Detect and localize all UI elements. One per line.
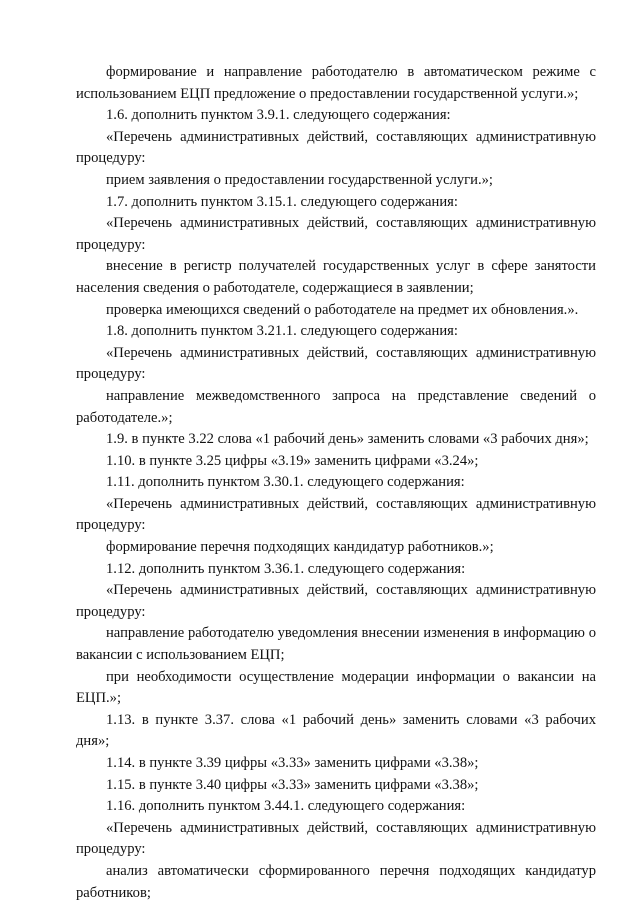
paragraph: проверка имеющихся сведений о работодателе на предмет их обновления.». bbox=[106, 301, 579, 318]
paragraph: 1.14. в пункте 3.39 цифры «3.33» заменить цифрами «3.38»; bbox=[106, 755, 479, 771]
paragraph: «Перечень административных действий, составляющих административную процедуру: bbox=[76, 344, 596, 383]
paragraph: «Перечень административных действий, составляющих административную процедуру: bbox=[76, 128, 596, 167]
paragraph: 1.8. дополнить пунктом 3.21.1. следующего содержания: bbox=[106, 323, 458, 340]
paragraph: 1.9. в пункте 3.22 слова «1 рабочий день» заменить словами «3 рабочих дня»; bbox=[106, 431, 589, 448]
paragraph: 1.15. в пункте 3.40 цифры «3.33» заменить цифрами «3.38»; bbox=[106, 776, 479, 793]
paragraph: 1.7. дополнить пунктом 3.15.1. следующего содержания: bbox=[106, 193, 458, 210]
paragraph: прием заявления о предоставлении государственной услуги.»; bbox=[106, 171, 493, 188]
paragraph: направление межведомственного запроса на представление сведений о работодателе.»; bbox=[76, 387, 596, 426]
paragraph: 1.10. в пункте 3.25 цифры «3.19» заменить цифрами «3.24»; bbox=[106, 452, 479, 469]
paragraph: 1.12. дополнить пунктом 3.36.1. следующего содержания: bbox=[106, 560, 466, 577]
paragraph: 1.6. дополнить пунктом 3.9.1. следующего содержания: bbox=[106, 107, 451, 124]
paragraph: 1.16. дополнить пунктом 3.44.1. следующего содержания: bbox=[106, 798, 466, 815]
paragraph: 1.11. дополнить пунктом 3.30.1. следующего содержания: bbox=[106, 474, 465, 491]
paragraph: «Перечень административных действий, составляющих административную процедуру: bbox=[76, 582, 596, 620]
paragraph: 1.13. в пункте 3.37. слова «1 рабочий день» заменить словами «3 рабочих дня»; bbox=[76, 711, 596, 750]
paragraph: направление работодателю уведомления внесении изменения в информацию о вакансии с использованием ЕЦП; bbox=[76, 625, 596, 664]
paragraph: при необходимости осуществление модерации информации о вакансии на ЕЦП.»; bbox=[76, 668, 596, 707]
paragraph: формирование перечня подходящих кандидатур работников.»; bbox=[106, 539, 494, 556]
paragraph: «Перечень административных действий, составляющих административную процедуру: bbox=[76, 215, 596, 253]
paragraph: анализ автоматически сформированного перечня подходящих кандидатур работников; bbox=[76, 862, 596, 901]
paragraph: внесение в регистр получателей государственных услуг в сфере занятости населения сведения о работодателе, содержащиеся в заявлении; bbox=[76, 258, 596, 296]
paragraph: «Перечень административных действий, составляющих административную процедуру: bbox=[76, 495, 596, 534]
paragraph: формирование и направление работодателю в автоматическом режиме с использованием ЕЦП предложение о предоставлении государственной услуги.»; bbox=[76, 64, 596, 102]
document-body bbox=[76, 62, 596, 904]
paragraph: «Перечень административных действий, составляющих административную процедуру: bbox=[76, 819, 596, 858]
